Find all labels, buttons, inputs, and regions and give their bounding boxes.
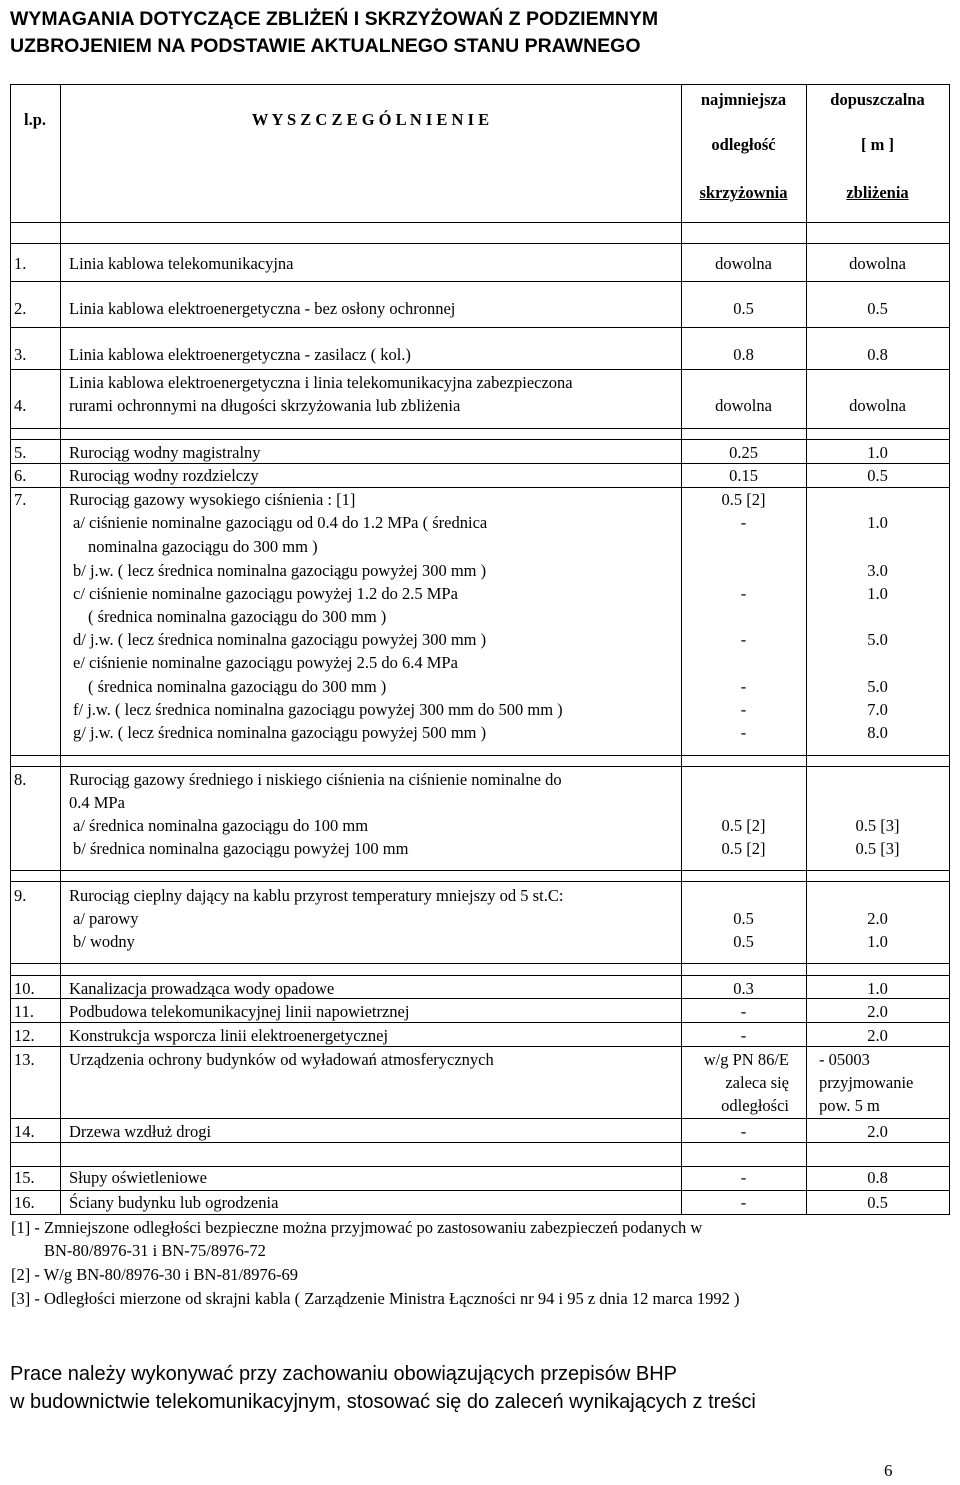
row-14-crossing: - bbox=[740, 1122, 747, 1141]
row-15-crossing: - bbox=[740, 1168, 747, 1187]
row-13-crossing-line1: w/g PN 86/E bbox=[703, 1050, 789, 1069]
row-divider bbox=[10, 243, 950, 244]
row-4-crossing: dowolna bbox=[715, 396, 772, 415]
row-13-approach-line3: pow. 5 m bbox=[819, 1096, 880, 1115]
footnote-1-line2: BN-80/8976-31 i BN-75/8976-72 bbox=[44, 1241, 266, 1260]
document-title bbox=[10, 6, 658, 60]
row-9-lp: 9. bbox=[14, 886, 27, 905]
row-16-lp: 16. bbox=[14, 1193, 35, 1212]
row-14-approach: 2.0 bbox=[867, 1122, 888, 1141]
bhp-notice-line1: Prace należy wykonywać przy zachowaniu obowiązujących przepisów BHP bbox=[10, 1363, 677, 1385]
row-8-description-line2: 0.4 MPa bbox=[69, 793, 125, 812]
header-bottom-border bbox=[10, 222, 950, 223]
row-7-lp: 7. bbox=[14, 490, 27, 509]
row-13-crossing-line2: zaleca się bbox=[725, 1073, 789, 1092]
row-divider bbox=[10, 327, 950, 328]
row-2-approach: 0.5 bbox=[867, 299, 888, 318]
row-7f-description: f/ j.w. ( lecz średnica nominalna gazociągu powyżej 300 mm do 500 mm ) bbox=[73, 700, 563, 719]
row-7c-approach: 1.0 bbox=[867, 584, 888, 603]
row-8a-crossing: 0.5 [2] bbox=[721, 816, 766, 835]
row-11-lp: 11. bbox=[14, 1002, 35, 1021]
title-line-1: WYMAGANIA DOTYCZĄCE ZBLIŻEŃ I SKRZYŻOWAŃ Z PODZIEMNYM bbox=[10, 8, 659, 30]
row-1-description: Linia kablowa telekomunikacyjna bbox=[69, 254, 294, 273]
row-13-crossing-line3: odległości bbox=[721, 1096, 789, 1115]
row-13-lp: 13. bbox=[14, 1050, 35, 1069]
row-9b-approach: 1.0 bbox=[867, 932, 888, 951]
row-divider bbox=[10, 369, 950, 370]
row-9a-crossing: 0.5 bbox=[733, 909, 754, 928]
row-3-approach: 0.8 bbox=[867, 345, 888, 364]
header-min-distance-line1: najmniejsza bbox=[700, 90, 787, 109]
row-divider bbox=[10, 1190, 950, 1191]
row-divider bbox=[10, 766, 950, 767]
header-crossing: skrzyżownia bbox=[699, 183, 788, 202]
row-divider bbox=[10, 1166, 950, 1167]
row-7d-description: d/ j.w. ( lecz średnica nominalna gazociągu powyżej 300 mm ) bbox=[73, 630, 487, 649]
row-7b-approach: 3.0 bbox=[867, 561, 888, 580]
row-9a-approach: 2.0 bbox=[867, 909, 888, 928]
row-2-crossing: 0.5 bbox=[733, 299, 754, 318]
row-5-description: Rurociąg wodny magistralny bbox=[69, 443, 261, 462]
row-7g-approach: 8.0 bbox=[867, 723, 888, 742]
row-11-crossing: - bbox=[740, 1002, 747, 1021]
row-5-approach: 1.0 bbox=[867, 443, 888, 462]
row-5-crossing: 0.25 bbox=[729, 443, 758, 462]
table-right-border bbox=[949, 84, 950, 1214]
row-4-description-line2: rurami ochronnymi na długości skrzyżowania lub zbliżenia bbox=[69, 396, 461, 415]
row-12-approach: 2.0 bbox=[867, 1026, 888, 1045]
row-divider bbox=[10, 439, 950, 440]
row-7e-approach: 5.0 bbox=[867, 677, 888, 696]
row-13-approach-line1: - 05003 bbox=[819, 1050, 870, 1069]
row-7c-crossing: - bbox=[740, 584, 747, 603]
row-9a-description: a/ parowy bbox=[73, 909, 139, 928]
row-7-description: Rurociąg gazowy wysokiego ciśnienia : [1] bbox=[69, 490, 356, 509]
row-divider bbox=[10, 1022, 950, 1023]
row-7a-crossing: - bbox=[740, 513, 747, 532]
title-line-2: UZBROJENIEM NA PODSTAWIE AKTUALNEGO STANU PRAWNEGO bbox=[10, 35, 641, 57]
row-9b-crossing: 0.5 bbox=[733, 932, 754, 951]
bhp-notice-line2: w budownictwie telekomunikacyjnym, stosować się do zaleceń wynikających z treści bbox=[10, 1391, 756, 1413]
header-specification: W Y S Z C Z E G Ó L N I E N I E bbox=[251, 110, 490, 129]
table-top-border bbox=[10, 84, 950, 85]
row-7b-description: b/ j.w. ( lecz średnica nominalna gazociągu powyżej 300 mm ) bbox=[73, 561, 487, 580]
row-7g-description: g/ j.w. ( lecz średnica nominalna gazociągu powyżej 500 mm ) bbox=[73, 723, 487, 742]
row-1-crossing: dowolna bbox=[715, 254, 772, 273]
footnote-3: [3] - Odległości mierzone od skrajni kabla ( Zarządzenie Ministra Łączności nr 94 i 95 z dnia 12 marca 1992 ) bbox=[11, 1289, 740, 1308]
row-7-crossing: 0.5 [2] bbox=[721, 490, 766, 509]
row-divider bbox=[10, 881, 950, 882]
row-16-approach: 0.5 bbox=[867, 1193, 888, 1212]
row-7d-crossing: - bbox=[740, 630, 747, 649]
row-15-approach: 0.8 bbox=[867, 1168, 888, 1187]
row-16-description: Ściany budynku lub ogrodzenia bbox=[69, 1193, 279, 1212]
header-approach: zbliżenia bbox=[846, 183, 909, 202]
row-divider bbox=[10, 1142, 950, 1143]
row-2-description: Linia kablowa elektroenergetyczna - bez osłony ochronnej bbox=[69, 299, 456, 318]
row-16-crossing: - bbox=[740, 1193, 747, 1212]
row-15-description: Słupy oświetleniowe bbox=[69, 1168, 207, 1187]
row-13-approach-line2: przyjmowanie bbox=[819, 1073, 914, 1092]
row-11-description: Podbudowa telekomunikacyjnej linii napowietrznej bbox=[69, 1002, 410, 1021]
row-divider bbox=[10, 963, 950, 964]
row-divider bbox=[10, 428, 950, 429]
row-11-approach: 2.0 bbox=[867, 1002, 888, 1021]
row-divider bbox=[10, 755, 950, 756]
row-7c-description-line2: ( średnica nominalna gazociągu do 300 mm ) bbox=[88, 607, 387, 626]
row-7a-approach: 1.0 bbox=[867, 513, 888, 532]
row-7d-approach: 5.0 bbox=[867, 630, 888, 649]
row-7e-description-line2: ( średnica nominalna gazociągu do 300 mm ) bbox=[88, 677, 387, 696]
row-6-lp: 6. bbox=[14, 466, 27, 485]
row-9b-description: b/ wodny bbox=[73, 932, 135, 951]
row-14-lp: 14. bbox=[14, 1122, 35, 1141]
row-4-description-line1: Linia kablowa elektroenergetyczna i linia telekomunikacyjna zabezpieczona bbox=[69, 373, 573, 392]
row-2-lp: 2. bbox=[14, 299, 27, 318]
row-15-lp: 15. bbox=[14, 1168, 35, 1187]
row-10-lp: 10. bbox=[14, 979, 35, 998]
row-12-lp: 12. bbox=[14, 1026, 35, 1045]
row-divider bbox=[10, 487, 950, 488]
table-left-border bbox=[10, 84, 11, 1214]
row-14-description: Drzewa wzdłuż drogi bbox=[69, 1122, 212, 1141]
row-10-crossing: 0.3 bbox=[733, 979, 754, 998]
row-8-description-line1: Rurociąg gazowy średniego i niskiego ciśnienia na ciśnienie nominalne do bbox=[69, 770, 562, 789]
row-7a-description-line1: a/ ciśnienie nominalne gazociągu od 0.4 do 1.2 MPa ( średnica bbox=[73, 513, 488, 532]
row-7f-approach: 7.0 bbox=[867, 700, 888, 719]
row-10-approach: 1.0 bbox=[867, 979, 888, 998]
row-6-approach: 0.5 bbox=[867, 466, 888, 485]
row-divider bbox=[10, 463, 950, 464]
row-divider bbox=[10, 998, 950, 999]
row-8a-description: a/ średnica nominalna gazociągu do 100 mm bbox=[73, 816, 369, 835]
row-12-crossing: - bbox=[740, 1026, 747, 1045]
row-8a-approach: 0.5 [3] bbox=[855, 816, 900, 835]
row-13-description: Urządzenia ochrony budynków od wyładowań atmosferycznych bbox=[69, 1050, 494, 1069]
row-7c-description-line1: c/ ciśnienie nominalne gazociągu powyżej 1.2 do 2.5 MPa bbox=[73, 584, 458, 603]
row-5-lp: 5. bbox=[14, 443, 27, 462]
header-unit: [ m ] bbox=[861, 135, 894, 154]
row-7a-description-line2: nominalna gazociągu do 300 mm ) bbox=[88, 537, 318, 556]
row-8b-approach: 0.5 [3] bbox=[855, 839, 900, 858]
row-3-crossing: 0.8 bbox=[733, 345, 754, 364]
row-4-approach: dowolna bbox=[849, 396, 906, 415]
page-number: 6 bbox=[884, 1461, 893, 1480]
row-1-approach: dowolna bbox=[849, 254, 906, 273]
row-10-description: Kanalizacja prowadząca wody opadowe bbox=[69, 979, 335, 998]
row-4-lp: 4. bbox=[14, 396, 27, 415]
header-min-distance-line2: odległość bbox=[711, 135, 776, 154]
row-8b-description: b/ średnica nominalna gazociągu powyżej 100 mm bbox=[73, 839, 409, 858]
row-7e-crossing: - bbox=[740, 677, 747, 696]
row-divider bbox=[10, 975, 950, 976]
row-8b-crossing: 0.5 [2] bbox=[721, 839, 766, 858]
column-divider bbox=[60, 84, 61, 1214]
row-7f-crossing: - bbox=[740, 700, 747, 719]
row-12-description: Konstrukcja wsporcza linii elektroenergetycznej bbox=[69, 1026, 389, 1045]
footnote-2: [2] - W/g BN-80/8976-30 i BN-81/8976-69 bbox=[11, 1265, 299, 1284]
row-3-description: Linia kablowa elektroenergetyczna - zasilacz ( kol.) bbox=[69, 345, 411, 364]
row-divider bbox=[10, 281, 950, 282]
row-3-lp: 3. bbox=[14, 345, 27, 364]
row-divider bbox=[10, 870, 950, 871]
footnote-1-line1: [1] - Zmniejszone odległości bezpieczne można przyjmować po zastosowaniu zabezpieczeń podanych w bbox=[11, 1218, 703, 1237]
row-6-crossing: 0.15 bbox=[729, 466, 758, 485]
row-1-lp: 1. bbox=[14, 254, 27, 273]
row-7g-crossing: - bbox=[740, 723, 747, 742]
header-lp: l.p. bbox=[23, 110, 46, 129]
row-divider bbox=[10, 1046, 950, 1047]
row-divider bbox=[10, 1118, 950, 1119]
table-bottom-border bbox=[10, 1214, 950, 1215]
row-9-description: Rurociąg cieplny dający na kablu przyrost temperatury mniejszy od 5 st.C: bbox=[69, 886, 564, 905]
row-8-lp: 8. bbox=[14, 770, 27, 789]
row-6-description: Rurociąg wodny rozdzielczy bbox=[69, 466, 259, 485]
header-allowable-line1: dopuszczalna bbox=[830, 90, 925, 109]
row-7e-description-line1: e/ ciśnienie nominalne gazociągu powyżej 2.5 do 6.4 MPa bbox=[73, 653, 458, 672]
